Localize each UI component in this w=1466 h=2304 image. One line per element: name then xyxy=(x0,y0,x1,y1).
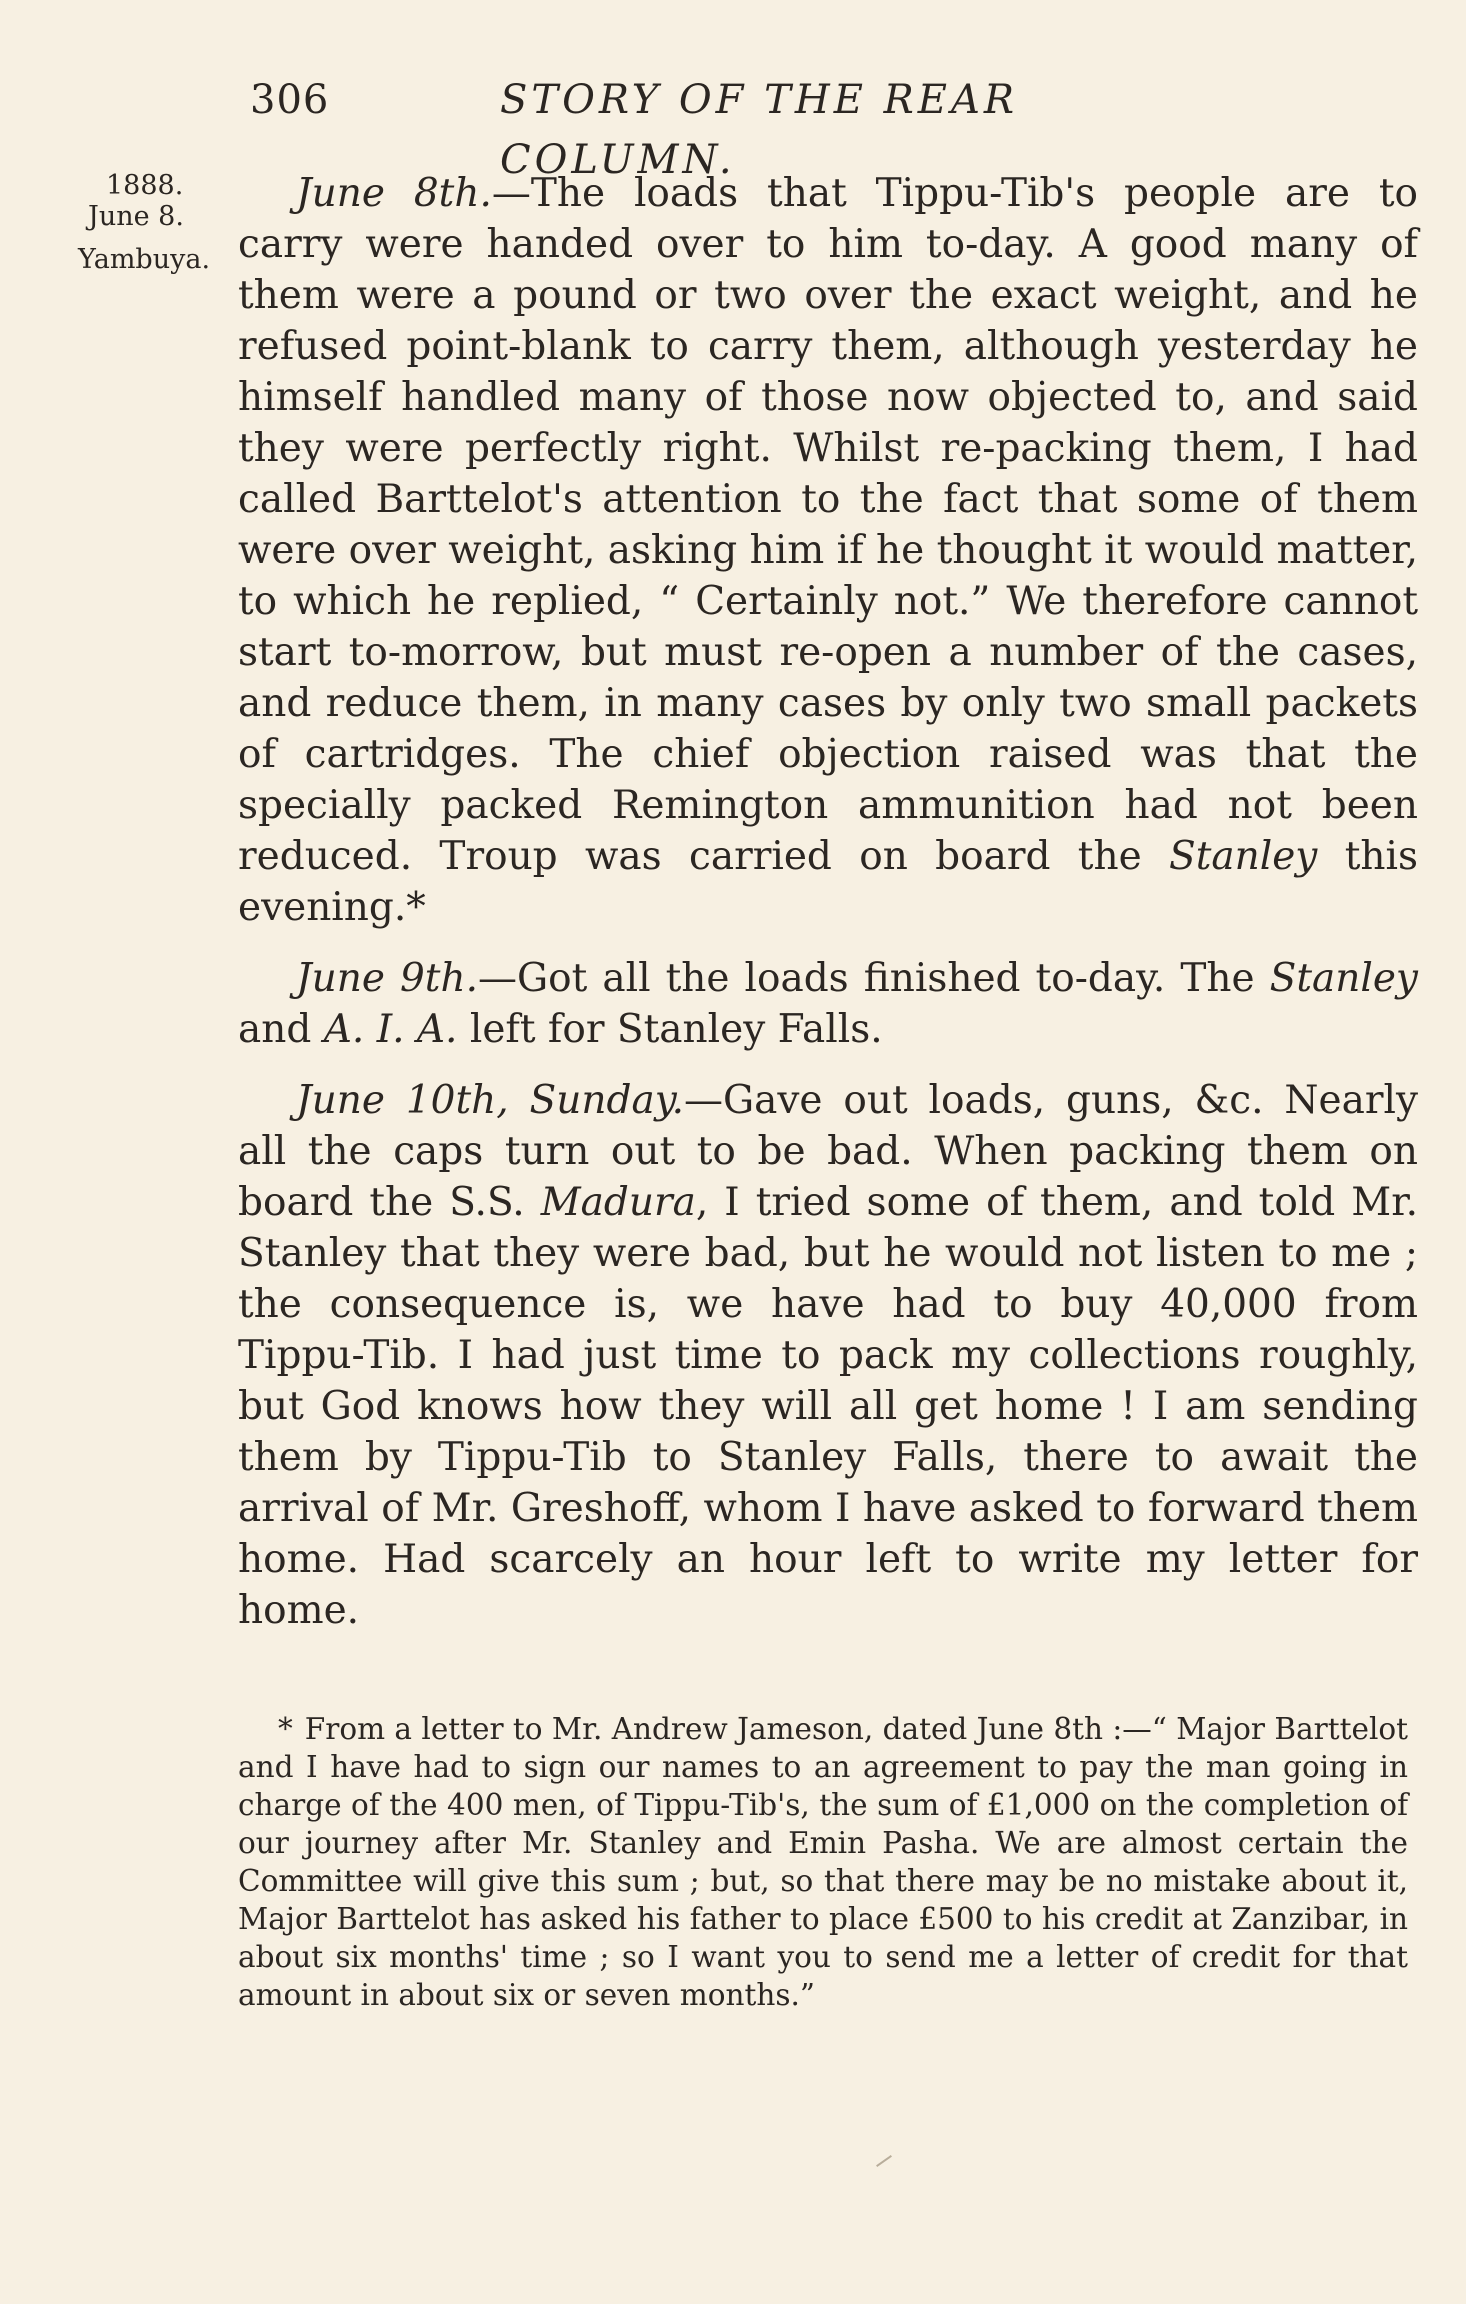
entry-date: June 9th. xyxy=(296,956,478,1001)
ship-name: Madura xyxy=(540,1180,696,1225)
footnote-text: From a letter to Mr. Andrew Jameson, dated June 8th :—“ Major Barttelot and I have had to sign our names to an agreement to pay the man going in charge of the 400 men, of Tippu-Tib's, the sum of £1,000 on the completion of our journey after Mr. Stanley and Emin Pasha. We are almost certain the Committee will give this sum ; but, so that there may be no mistake about it, Major Barttelot has asked his father to place £500 to his credit at Zanzibar, in about six months' time ; so I want you to send me a letter of credit for that amount in about six or seven months.” xyxy=(238,1712,1408,2012)
margin-note-place: Yambuya. xyxy=(78,244,211,275)
footnote-mark: * xyxy=(278,1712,293,1746)
entry-date: June 8th. xyxy=(296,171,492,216)
entry-text-conjunction: and xyxy=(238,1007,324,1052)
entry-text-tail: this evening.* xyxy=(238,834,1418,930)
entry-june-8 xyxy=(238,168,1418,933)
entry-june-9 xyxy=(238,953,1418,1055)
footnote xyxy=(238,1710,1408,2014)
entry-text: —Gave out loads, guns, &c. Nearly all the caps turn out to be bad. When packing them on board the S.S. xyxy=(238,1078,1418,1225)
body-text xyxy=(238,168,1418,1656)
running-title: STORY OF THE REAR COLUMN. xyxy=(500,77,1018,183)
running-head xyxy=(250,70,1250,183)
margin-note-year: 1888. xyxy=(106,170,184,201)
ship-name: Stanley xyxy=(1269,956,1418,1001)
margin-note-date: June 8. xyxy=(88,201,184,232)
entry-june-10 xyxy=(238,1075,1418,1636)
entry-text-tail: , I tried some of them, and told Mr. Stanley that they were bad, but he would not listen to me ; the consequence is, we have had to buy 40,000 from Tippu-Tib. I had just time to pack my collections roughly, but God knows how they will all get home ! I am sending them by Tippu-Tib to Stanley Falls, there to await the arrival of Mr. Greshoff, whom I have asked to forward them home. Had scarcely an hour left to write my letter for home. xyxy=(238,1180,1418,1633)
entry-text: —The loads that Tippu-Tib's people are to carry were handed over to him to-day. A good many of them were a pound or two over the exact weight, and he refused point-blank to carry them, although yesterday he himself handled many of those now objected to, and said they were perfectly right. Whilst re-packing them, I had called Barttelot's attention to the fact that some of them were over weight, asking him if he thought it would matter, to which he replied, “ Certainly not.” We therefore cannot start to-morrow, but must re-open a number of the cases, and reduce them, in many cases by only two small packets of cartridges. The chief objection raised was that the specially packed Remington ammunition had not been reduced. Troup was carried on board the xyxy=(238,171,1418,879)
page-number: 306 xyxy=(250,77,330,123)
page-blemish xyxy=(876,2155,892,2167)
ship-name: A. I. A. xyxy=(323,1007,458,1052)
ship-name: Stanley xyxy=(1169,834,1318,879)
entry-text-tail: left for Stanley Falls. xyxy=(457,1007,883,1052)
entry-date: June 10th, Sunday. xyxy=(296,1078,684,1123)
entry-text: —Got all the loads finished to-day. The xyxy=(478,956,1270,1001)
